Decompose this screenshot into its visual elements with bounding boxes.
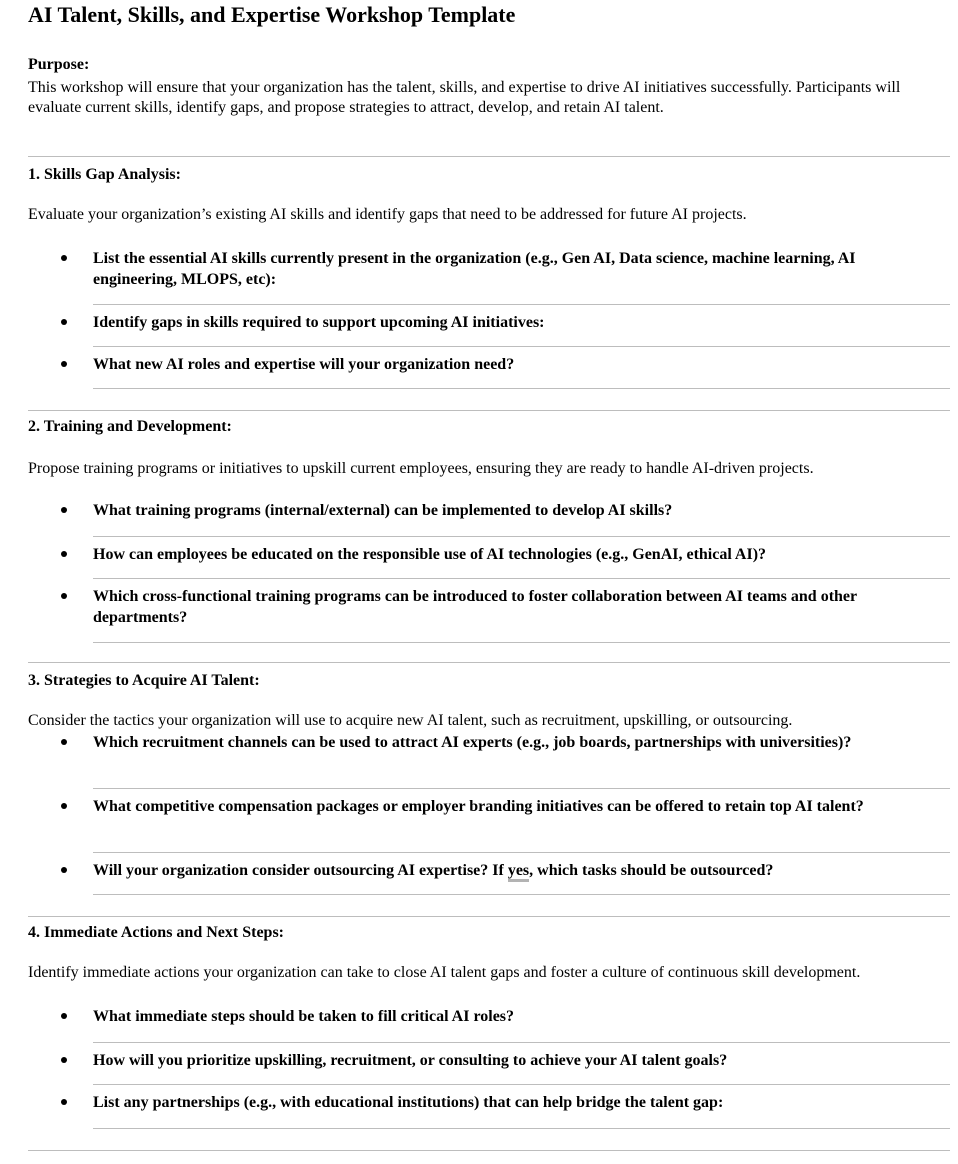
section-title: 1. Skills Gap Analysis: — [28, 166, 181, 183]
section-title: 2. Training and Development: — [28, 418, 232, 435]
spellcheck-word: yes — [508, 862, 529, 882]
answer-line[interactable] — [93, 788, 950, 789]
bullet-icon — [61, 319, 67, 325]
answer-line[interactable] — [93, 1084, 950, 1085]
bullet-icon — [61, 361, 67, 367]
answer-line[interactable] — [93, 1042, 950, 1043]
question-text: What training programs (internal/external) can be implemented to develop AI skills? — [93, 502, 673, 519]
section-divider — [28, 410, 950, 411]
bullet-icon — [61, 867, 67, 873]
question-text-part: , which tasks should be outsourced? — [529, 862, 774, 879]
answer-line[interactable] — [93, 894, 950, 895]
answer-line[interactable] — [93, 388, 950, 389]
question-text: Which cross-functional training programs can be introduced to foster collaboration between AI teams and other departments? — [93, 588, 857, 626]
bullet-icon — [61, 593, 67, 599]
section-divider — [28, 916, 950, 917]
question-text: List any partnerships (e.g., with educational institutions) that can help bridge the talent gap: — [93, 1094, 724, 1111]
bullet-icon — [61, 1013, 67, 1019]
question-text: What immediate steps should be taken to fill critical AI roles? — [93, 1008, 515, 1025]
question-text-part: Will your organization consider outsourcing AI expertise? If — [93, 862, 508, 879]
question-text: What competitive compensation packages or employer branding initiatives can be offered to retain top AI talent? — [93, 798, 864, 815]
answer-line[interactable] — [93, 1128, 950, 1129]
page-title: AI Talent, Skills, and Expertise Workshop Template — [28, 2, 516, 27]
bullet-icon — [61, 551, 67, 557]
section-intro: Propose training programs or initiatives to upskill current employees, ensuring they are ready to handle AI-driven projects. — [28, 460, 814, 477]
answer-line[interactable] — [93, 346, 950, 347]
answer-line[interactable] — [93, 642, 950, 643]
bullet-icon — [61, 507, 67, 513]
section-intro: Consider the tactics your organization will use to acquire new AI talent, such as recruitment, upskilling, or outsourcing. — [28, 712, 793, 729]
section-divider — [28, 1150, 950, 1151]
answer-line[interactable] — [93, 304, 950, 305]
answer-line[interactable] — [93, 852, 950, 853]
bullet-icon — [61, 803, 67, 809]
section-intro: Identify immediate actions your organization can take to close AI talent gaps and foster a culture of continuous skill development. — [28, 964, 861, 981]
bullet-icon — [61, 255, 67, 261]
question-text: Identify gaps in skills required to support upcoming AI initiatives: — [93, 314, 545, 331]
question-text: Which recruitment channels can be used to attract AI experts (e.g., job boards, partnerships with universities)? — [93, 734, 852, 751]
answer-line[interactable] — [93, 578, 950, 579]
section-title: 4. Immediate Actions and Next Steps: — [28, 924, 284, 941]
section-title: 3. Strategies to Acquire AI Talent: — [28, 672, 260, 689]
question-text: What new AI roles and expertise will your organization need? — [93, 356, 515, 373]
question-text: How will you prioritize upskilling, recruitment, or consulting to achieve your AI talent goals? — [93, 1052, 728, 1069]
bullet-icon — [61, 1057, 67, 1063]
bullet-icon — [61, 739, 67, 745]
answer-line[interactable] — [93, 536, 950, 537]
section-intro: Evaluate your organization’s existing AI skills and identify gaps that need to be addressed for future AI projects. — [28, 206, 747, 223]
purpose-label: Purpose: — [28, 56, 90, 73]
question-text — [93, 860, 938, 881]
question-text: List the essential AI skills currently present in the organization (e.g., Gen AI, Data science, machine learning, AI engineering, MLOPS, etc): — [93, 250, 856, 288]
purpose-text: This workshop will ensure that your organization has the talent, skills, and expertise to drive AI initiatives successfully. Participants will evaluate current skills, identify gaps, and propose strategies to attract, develop, and retain AI talent. — [28, 79, 901, 116]
question-text: How can employees be educated on the responsible use of AI technologies (e.g., GenAI, ethical AI)? — [93, 546, 767, 563]
section-divider — [28, 156, 950, 157]
bullet-icon — [61, 1099, 67, 1105]
section-divider — [28, 662, 950, 663]
